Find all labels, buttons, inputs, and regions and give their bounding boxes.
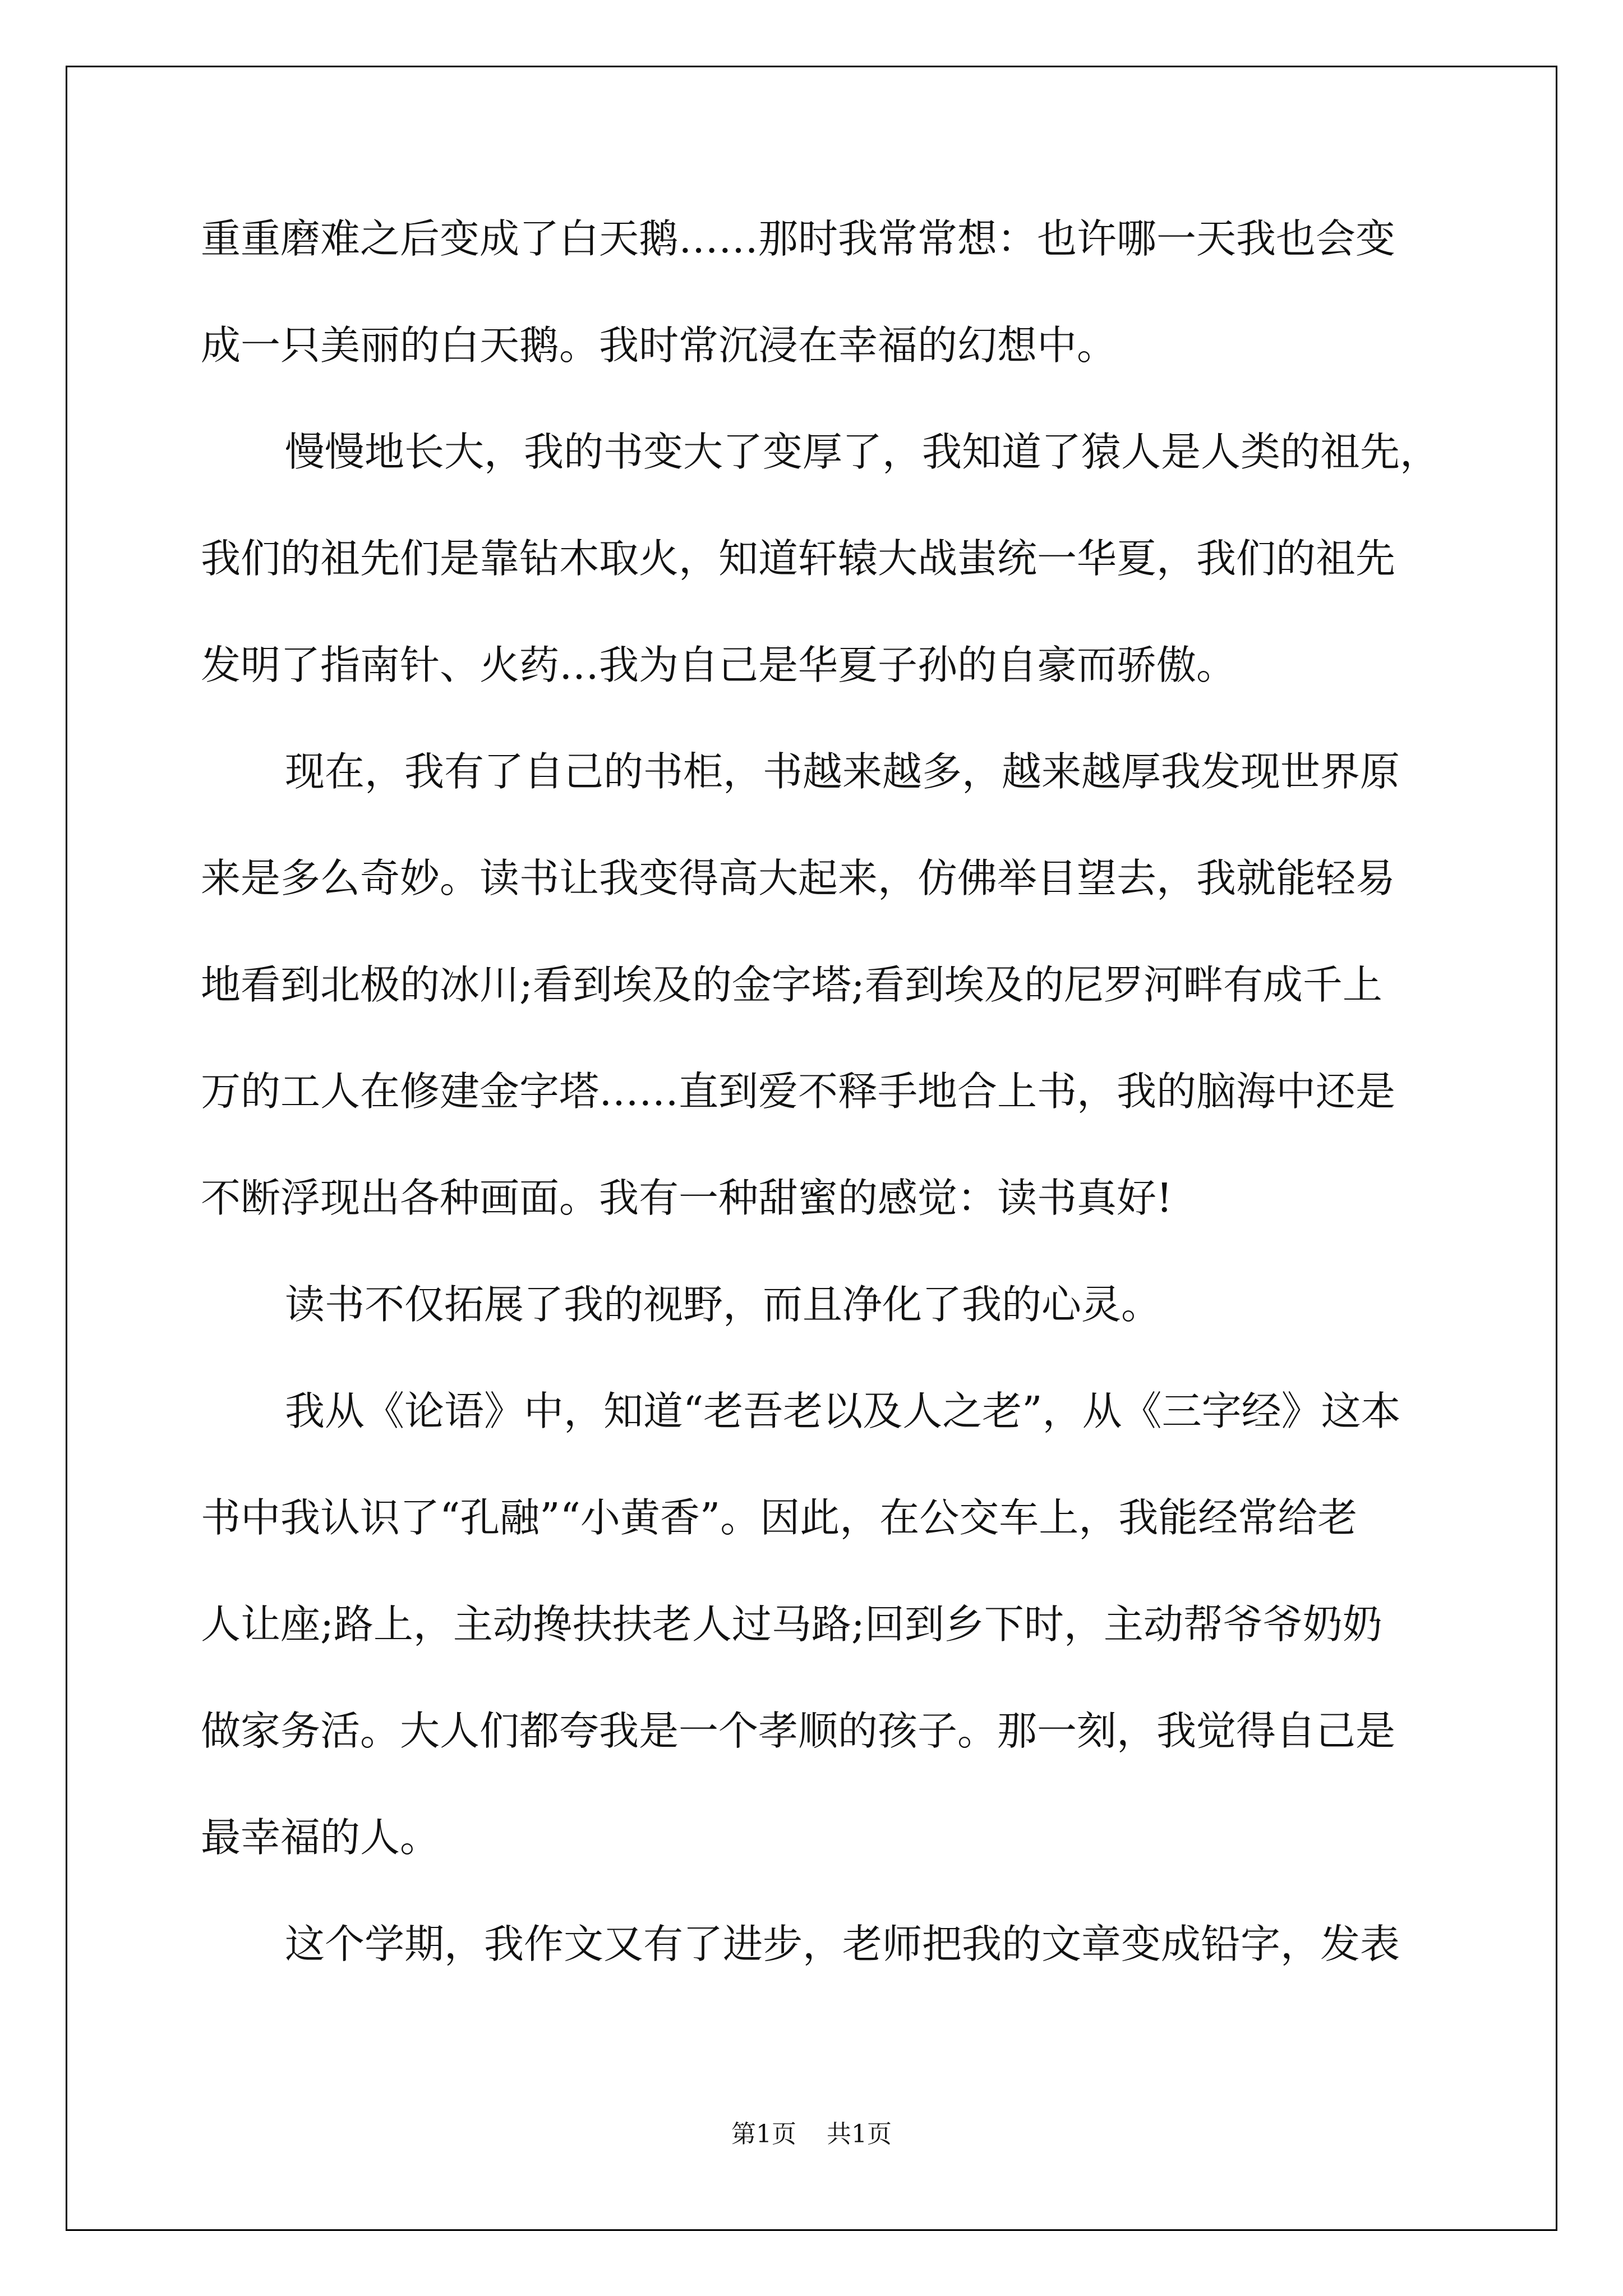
text-line: 最幸福的人。 bbox=[201, 1814, 440, 1861]
text-line: 发明了指南针、火药…我为自己是华夏子孙的自豪而骄傲。 bbox=[201, 642, 1237, 688]
text-line: 读书不仅拓展了我的视野，而且净化了我的心灵。 bbox=[285, 1281, 1161, 1328]
text-line: 人让座;路上，主动搀扶扶老人过马路;回到乡下时，主动帮爷爷奶奶 bbox=[201, 1601, 1382, 1648]
text-line: 慢慢地长大，我的书变大了变厚了，我知道了猿人是人类的祖先， bbox=[285, 429, 1440, 475]
page-number: 第1页 bbox=[731, 2120, 796, 2148]
text-line: 重重磨难之后变成了白天鹅……那时我常常想：也许哪一天我也会变 bbox=[201, 215, 1396, 262]
text-line: 地看到北极的冰川;看到埃及的金字塔;看到埃及的尼罗河畔有成千上 bbox=[201, 961, 1382, 1008]
text-line: 不断浮现出各种画面。我有一种甜蜜的感觉：读书真好! bbox=[201, 1175, 1173, 1221]
text-line: 万的工人在修建金字塔……直到爱不释手地合上书，我的脑海中还是 bbox=[201, 1068, 1396, 1115]
text-line: 现在，我有了自己的书柜，书越来越多，越来越厚我发现世界原 bbox=[285, 748, 1400, 795]
text-line: 做家务活。大人们都夸我是一个孝顺的孩子。那一刻，我觉得自己是 bbox=[201, 1708, 1396, 1754]
page-footer bbox=[0, 2114, 1623, 2150]
page-total: 共1页 bbox=[827, 2120, 892, 2148]
text-line: 我从《论语》中，知道“老吾老以及人之老”，从《三字经》这本 bbox=[285, 1388, 1401, 1434]
document-body bbox=[201, 212, 1446, 2024]
text-line: 这个学期，我作文又有了进步，老师把我的文章变成铅字，发表 bbox=[285, 1921, 1400, 1967]
text-line: 来是多么奇妙。读书让我变得高大起来，仿佛举目望去，我就能轻易 bbox=[201, 855, 1396, 901]
text-line: 书中我认识了“孔融”“小黄香”。因此，在公交车上，我能经常给老 bbox=[201, 1494, 1358, 1541]
text-line: 成一只美丽的白天鹅。我时常沉浸在幸福的幻想中。 bbox=[201, 322, 1117, 369]
text-line: 我们的祖先们是靠钻木取火，知道轩辕大战蚩统一华夏，我们的祖先 bbox=[201, 535, 1396, 582]
